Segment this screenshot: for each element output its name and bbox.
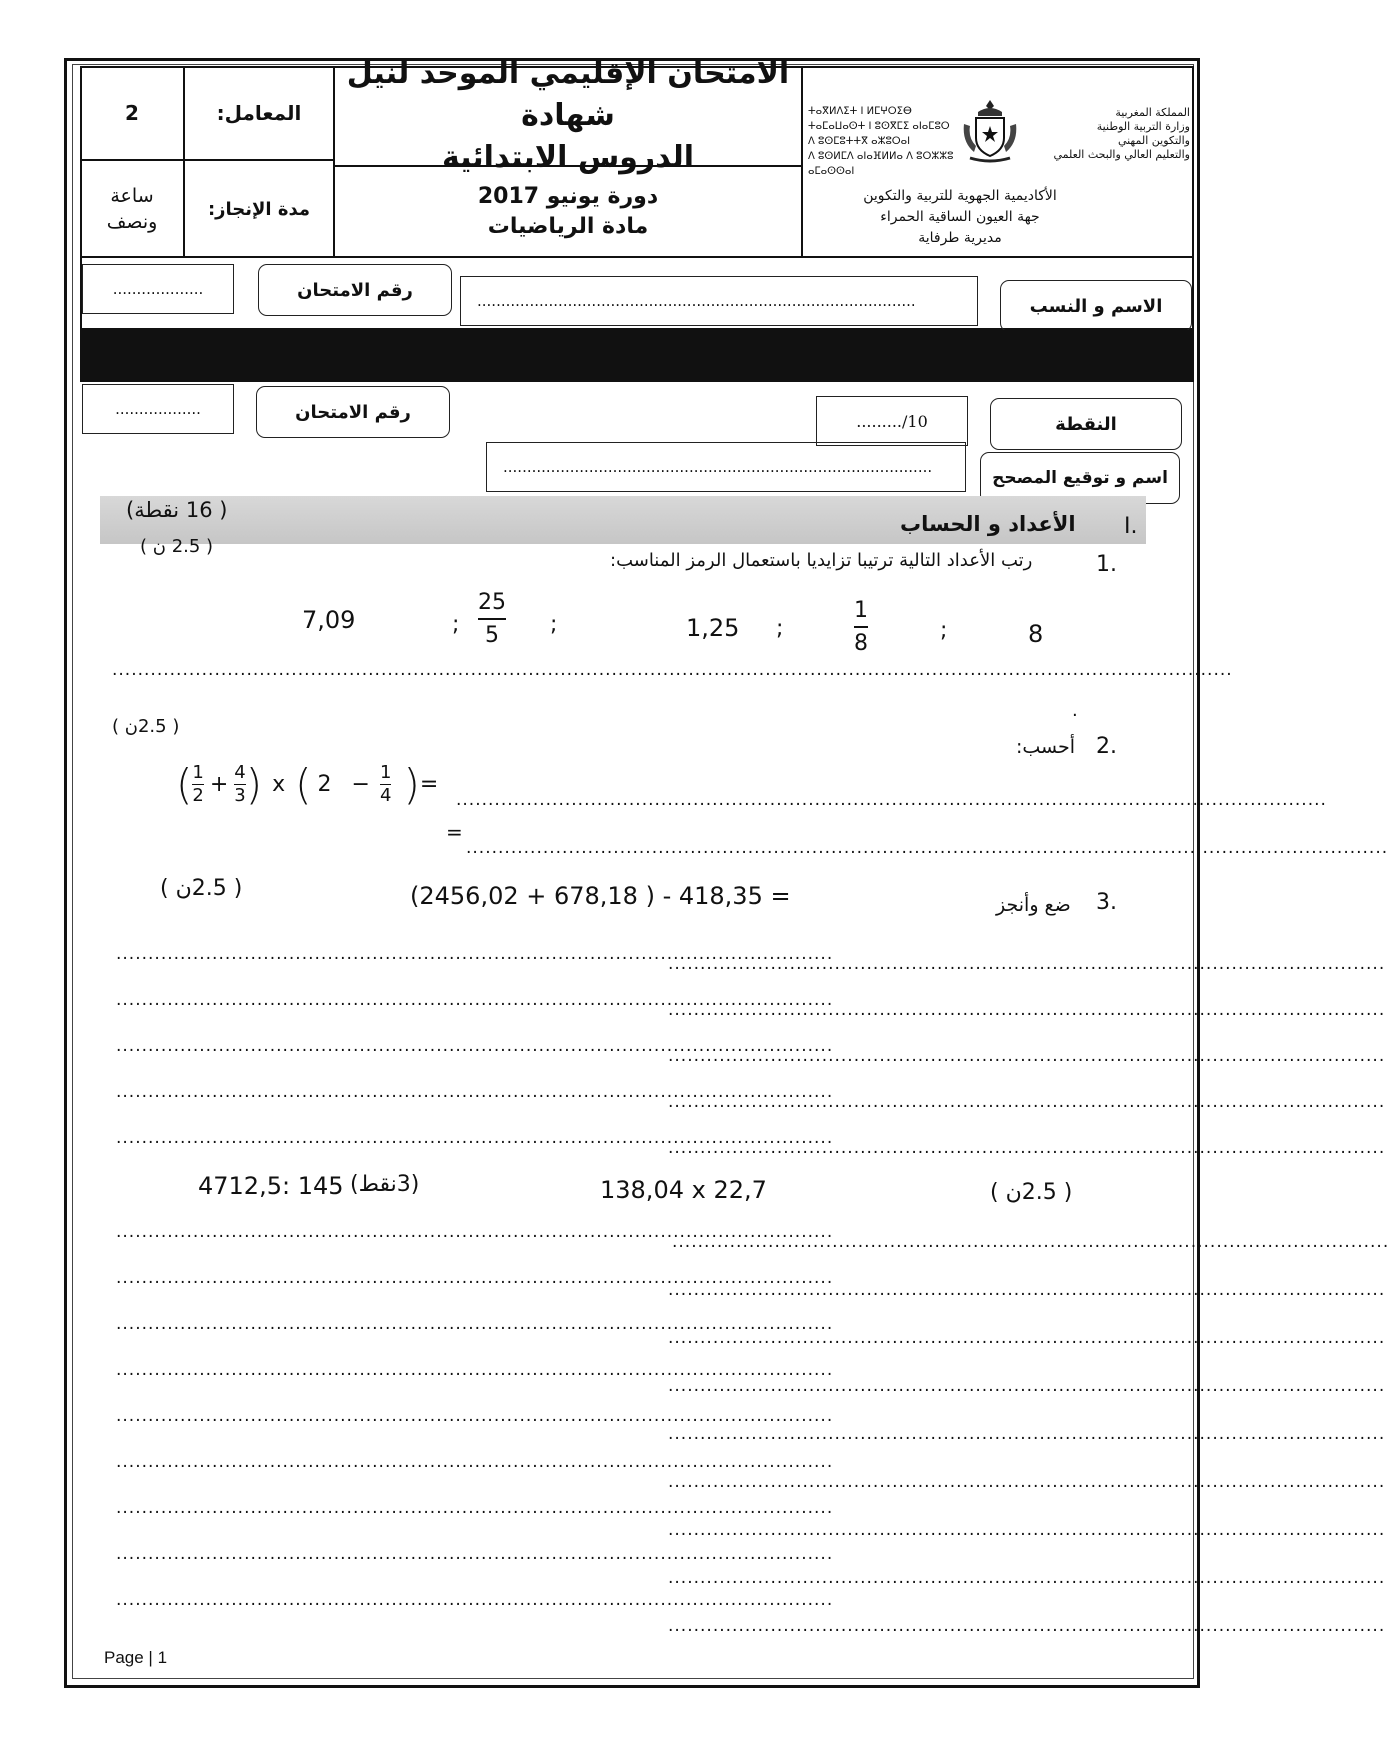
q3-op3: 4712,5: 145 — [198, 1172, 344, 1200]
score-label: النقطة — [990, 398, 1182, 450]
frac-num: 1 — [192, 761, 204, 783]
q1-separator: ; — [940, 618, 948, 643]
section-points: ( 16 نقطة) — [126, 498, 228, 522]
q3-left-line[interactable]: ................................................................................................................ — [116, 1314, 834, 1334]
paren-close: ) — [245, 759, 263, 809]
ministry-arabic — [1030, 106, 1190, 162]
fraction-bar — [854, 626, 868, 628]
paren-open: ( — [295, 759, 312, 809]
session: دورة يونيو 2017 — [477, 184, 659, 209]
q1-fraction-b-den: 8 — [854, 631, 868, 656]
exam-title-line1: الامتحان الإقليمي الموحد لنيل شهادة — [346, 56, 790, 133]
subject: مادة الرياضيات — [487, 214, 649, 239]
q1-value-e: 7,09 — [302, 606, 356, 634]
corrector-field[interactable] — [486, 442, 966, 492]
q3-right-line[interactable]: ................................................................................................................ — [668, 1568, 1386, 1588]
q1-text: رتب الأعداد التالية ترتيبا تزايديا باستعمال الرمز المناسب: — [610, 550, 1033, 571]
score-value: ........./10 — [856, 411, 928, 431]
q2-equals: = — [419, 771, 439, 797]
q1-value-c: 1,25 — [686, 614, 740, 642]
frac-den: 4 — [379, 784, 392, 806]
coefficient-value: 2 — [80, 66, 184, 160]
exam-title — [334, 56, 802, 175]
q1-separator: ; — [776, 616, 784, 641]
exam-title-line2: الدروس الابتدائية — [441, 140, 695, 175]
corrector-dots: .......................................................................................... — [503, 458, 933, 476]
frac-den: 3 — [234, 784, 246, 806]
q3-left-line[interactable]: ................................................................................................................ — [116, 1544, 834, 1564]
q3-op2-points: ( 2.5ن ) — [990, 1180, 1073, 1205]
tifinagh-line: ⵜⴰⴳⵍⴷⵉⵜ ⵏ ⵍⵎⵖⵔⵉⴱ — [808, 106, 912, 117]
q3-left-line[interactable]: ................................................................................................................ — [116, 1082, 834, 1102]
corrector-label: اسم و توقيع المصحح — [980, 452, 1180, 504]
q3-left-line[interactable]: ................................................................................................................ — [116, 990, 834, 1010]
ministry-line: المملكة المغربية — [1115, 106, 1190, 119]
q2-expression — [176, 754, 438, 814]
academy-line: جهة العيون الساقية الحمراء — [880, 209, 1040, 225]
page-number: Page | 1 — [104, 1648, 168, 1667]
student-name-field[interactable] — [460, 276, 978, 326]
q3-right-line[interactable]: ................................................................................................................ — [668, 1472, 1386, 1492]
student-exam-number-field[interactable] — [82, 264, 234, 314]
student-exam-number-label: رقم الامتحان — [258, 264, 452, 316]
q1-separator: ; — [452, 612, 460, 637]
paren-close: ) — [403, 759, 420, 809]
duration-value: ساعة ونصف — [80, 160, 184, 258]
grading-exam-number-label: رقم الامتحان — [256, 386, 450, 438]
fraction-bar — [478, 618, 506, 620]
duration-label: مدة الإنجاز: — [184, 160, 334, 258]
q3-left-line[interactable]: ................................................................................................................ — [116, 1036, 834, 1056]
q1-separator: ; — [550, 612, 558, 637]
q2-frac-1 — [192, 763, 203, 806]
q3-right-line[interactable]: ................................................................................................................ — [672, 1232, 1389, 1252]
q3-left-line[interactable]: ................................................................................................................ — [116, 1406, 834, 1426]
q1-answer-line[interactable]: ............................................................................................................................................................................... — [112, 660, 1233, 680]
q3-op3-points: (3نقط) — [350, 1172, 420, 1197]
q3-left-line[interactable]: ................................................................................................................ — [116, 1498, 834, 1518]
q1-fraction-b — [854, 598, 868, 656]
coefficient-label: المعامل: — [184, 66, 334, 160]
tifinagh-line: ⵜⴰⵎⴰⵡⴰⵙⵜ ⵏ ⵓⵙⴳⵎⵉ ⴰⵏⴰⵎⵓⵔ — [808, 121, 950, 132]
academy-block — [820, 186, 1100, 249]
q3-left-line[interactable]: ................................................................................................................ — [116, 1268, 834, 1288]
q3-op1-points: ( 2.5ن ) — [160, 876, 243, 901]
score-field[interactable] — [816, 396, 968, 446]
q3-number: 3. — [1096, 890, 1117, 915]
frac-num: 1 — [379, 761, 392, 783]
q2-number: 2. — [1096, 734, 1117, 759]
q2-two: 2 — [317, 771, 332, 797]
q3-right-line[interactable]: ................................................................................................................ — [668, 1000, 1386, 1020]
q1-stray-dot: . — [1072, 700, 1078, 721]
detach-bar — [80, 330, 1194, 382]
tifinagh-line: ⴷ ⵓⵙⵎⵓⵜⵜⴳ ⴰⵣⵓⵔⴰⵏ — [808, 136, 911, 147]
q1-points: ( 2.5 ن ) — [140, 536, 214, 557]
q1-fraction-d-num: 25 — [478, 590, 506, 615]
paren-open: ( — [176, 759, 193, 809]
q3-right-line[interactable]: ................................................................................................................ — [668, 1138, 1386, 1158]
q2-line2-equals: = — [446, 820, 463, 844]
q3-text: ضع وأنجز — [996, 894, 1071, 916]
q3-op1: (2456,02 + 678,18 ) - 418,35 = — [410, 882, 791, 910]
q3-left-line[interactable]: ................................................................................................................ — [116, 1590, 834, 1610]
academy-line: الأكاديمية الجهوية للتربية والتكوين — [863, 188, 1057, 204]
q1-fraction-b-num: 1 — [854, 598, 868, 623]
q2-frac-2 — [234, 763, 245, 806]
tifinagh-line: ⴷ ⵓⵙⵍⵎⴷ ⴰⵏⴰⴼⵍⵍⴰ ⴷ ⵓⵔⵣⵣⵓ ⴰⵎⴰⵙⵙⴰⵏ — [808, 151, 954, 177]
ministry-line: والتكوين المهني — [1117, 134, 1190, 147]
q3-right-line[interactable]: ................................................................................................................ — [668, 1616, 1386, 1636]
student-name-label: الاسم و النسب — [1000, 280, 1192, 332]
student-exam-number-dots: ................... — [112, 280, 204, 298]
ministry-line: وزارة التربية الوطنية — [1096, 120, 1190, 133]
q2-minus: − — [351, 771, 370, 797]
q3-left-line[interactable]: ................................................................................................................ — [116, 944, 834, 964]
q1-fraction-d-den: 5 — [485, 623, 499, 648]
q2-frac-3 — [380, 763, 391, 806]
grading-exam-number-field[interactable] — [82, 384, 234, 434]
grading-exam-number-dots: .................. — [115, 400, 201, 418]
q3-right-line[interactable]: ................................................................................................................ — [668, 1424, 1386, 1444]
q2-points: ( 2.5ن ) — [112, 716, 180, 737]
coat-of-arms-icon — [958, 96, 1022, 166]
tifinagh-block — [808, 104, 968, 179]
q3-right-line[interactable]: ................................................................................................................ — [668, 1046, 1386, 1066]
frac-den: 2 — [192, 784, 204, 806]
q2-answer-line-2[interactable]: ................................................................................................................................................ — [466, 838, 1389, 858]
q2-plus: + — [209, 771, 229, 797]
frac-num: 4 — [234, 761, 246, 783]
q3-right-line[interactable]: ................................................................................................................ — [668, 954, 1386, 974]
q2-times: x — [272, 771, 286, 797]
q3-right-line[interactable]: ................................................................................................................ — [668, 1376, 1386, 1396]
section-title: الأعداد و الحساب — [900, 512, 1076, 536]
q1-fraction-d — [478, 590, 506, 648]
q3-left-line[interactable]: ................................................................................................................ — [116, 1360, 834, 1380]
q3-left-line[interactable]: ................................................................................................................ — [116, 1452, 834, 1472]
q3-op2: 138,04 x 22,7 — [600, 1176, 767, 1204]
session-cell — [334, 166, 802, 258]
q3-right-line[interactable]: ................................................................................................................ — [668, 1520, 1386, 1540]
ministry-line: والتعليم العالي والبحث العلمي — [1053, 148, 1190, 161]
q1-number: 1. — [1096, 552, 1117, 577]
academy-line: مديرية طرفاية — [918, 230, 1002, 246]
section-number: I. — [1124, 514, 1138, 539]
q3-right-line[interactable]: ................................................................................................................ — [668, 1280, 1386, 1300]
q3-right-line[interactable]: ................................................................................................................ — [668, 1328, 1386, 1348]
q2-text: أحسب: — [1016, 736, 1076, 758]
q3-left-line[interactable]: ................................................................................................................ — [116, 1128, 834, 1148]
student-name-dots: ............................................................................................ — [477, 292, 916, 310]
q3-right-line[interactable]: ................................................................................................................ — [668, 1092, 1386, 1112]
q3-left-line[interactable]: ................................................................................................................ — [116, 1222, 834, 1242]
q2-answer-line-1[interactable]: ........................................................................................................................................ — [456, 790, 1327, 810]
q1-value-a: 8 — [1028, 620, 1044, 648]
